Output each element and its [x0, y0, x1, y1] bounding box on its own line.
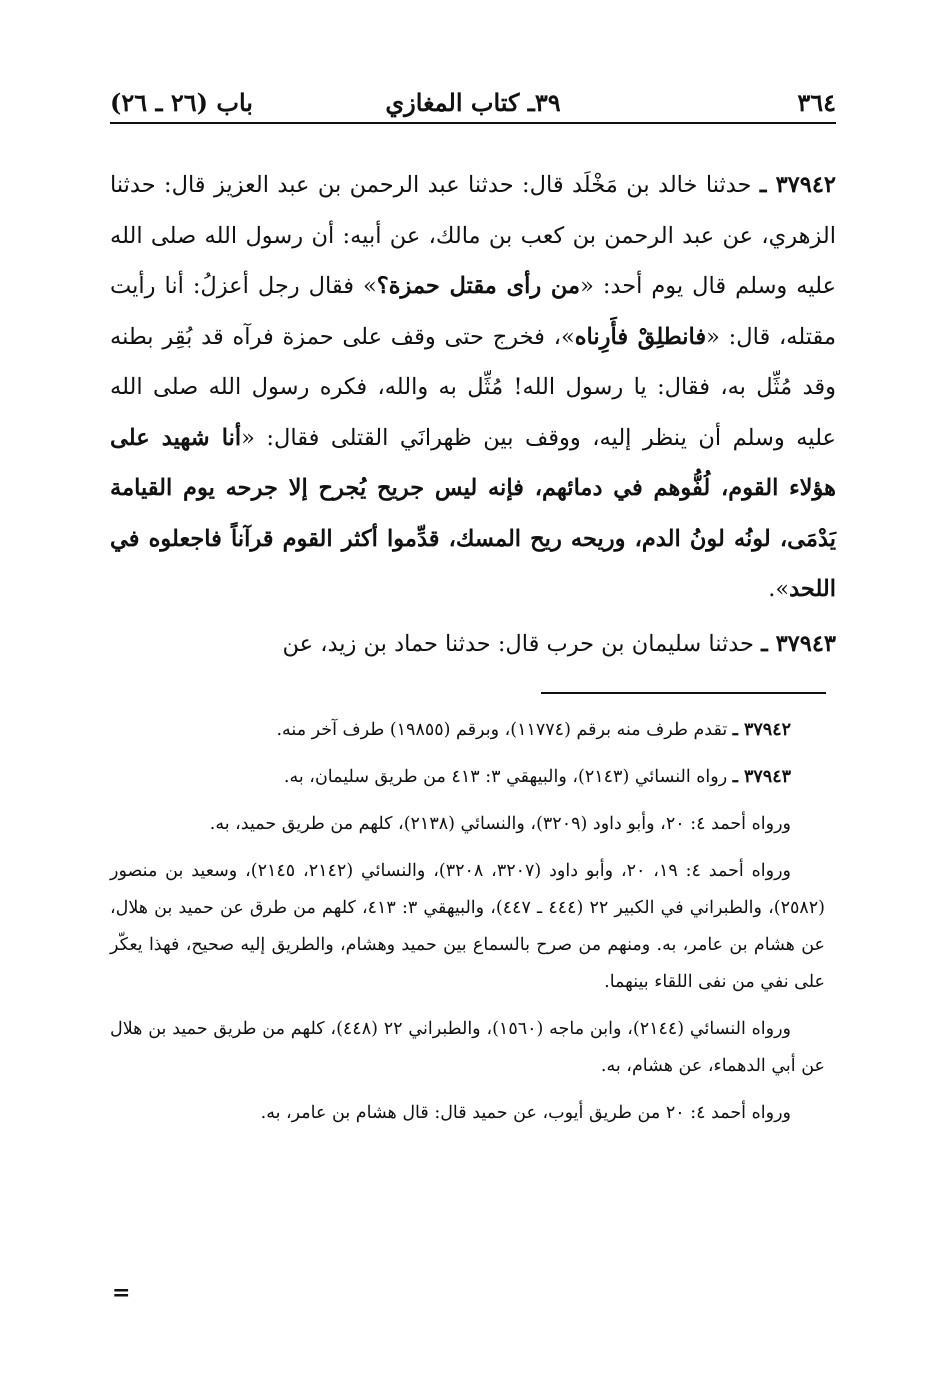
hadith-number: ٣٧٩٤٣ ـ	[761, 630, 836, 657]
page-header	[110, 82, 836, 124]
book-title: ٣٩ـ كتاب المغازي	[385, 88, 561, 117]
hadith-number: ٣٧٩٤٢ ـ	[759, 172, 836, 198]
footnote	[110, 759, 825, 796]
footnote-divider	[541, 692, 826, 694]
footnote: ورواه النسائي (٢١٤٤)، وابن ماجه (١٥٦٠)، والطبراني ٢٢ (٤٤٨)، كلهم من طريق حميد بن هلال عن أبي الدهماء، عن هشام، به.	[110, 1019, 825, 1076]
prophet-quote: من رأى مقتل حمزة؟	[376, 273, 581, 299]
footnote-text: رواه النسائي (٢١٤٣)، والبيهقي ٣: ٤١٣ من طريق سليمان، به.	[283, 767, 733, 787]
prophet-quote: فانطلِقْ فأَرِناه	[574, 323, 707, 350]
footnote-number: ٣٧٩٤٢ ـ	[732, 720, 791, 740]
footnote: ورواه أحمد ٤: ٢٠، وأبو داود (٣٢٠٩)، والنسائي (٢١٣٨)، كلهم من طريق حميد، به.	[209, 814, 791, 834]
footnote-number: ٣٧٩٤٣ ـ	[732, 767, 791, 787]
hadith-text: ».	[768, 576, 790, 602]
page-number: ٣٦٤	[797, 88, 836, 117]
continuation-mark: =	[112, 1280, 131, 1306]
chapter-label: باب (٢٦ ـ ٢٦)	[110, 88, 253, 117]
hadith-text: »، فخرج حتى وقف على حمزة فرآه قد بُقِر بطنه وقد مُثِّل به، فقال: يا رسول الله! مُثِّل به والله، فكره رسول الله صلى الله عليه وسلم أن ينظر إليه، ووقف بين ظهرانَي القتلى فقال: «	[110, 323, 836, 451]
footnote-text: تقدم طرف منه برقم (١١٧٧٤)، وبرقم (١٩٨٥٥) طرف آخر منه.	[276, 720, 733, 740]
hadith-text: حدثنا سليمان بن حرب قال: حدثنا حماد بن زيد، عن	[282, 630, 762, 657]
hadith-paragraph	[110, 619, 836, 670]
prophet-quote: أنا شهيد على هؤلاء القوم، لُفُّوهم في دمائهم، فإنه ليس جريح يُجرح إلا جرحه يوم القيامة يَدْمَى، لونُه لونُ الدم، وريحه ريح المسك، قدِّموا أكثر القوم قرآناً فاجعلوه في اللحد	[110, 424, 836, 602]
footnote: ورواه أحمد ٤: ١٩، ٢٠، وأبو داود (٣٢٠٧، ٣٢٠٨)، والنسائي (٢١٤٢، ٢١٤٥)، وسعيد بن منصور (٢٥٨٢)، والطبراني في الكبير ٢٢ (٤٤٤ ـ ٤٤٧)، والبيهقي ٣: ٤١٣، كلهم من طرق عن حميد بن هلال، عن هشام بن عامر، به. ومنهم من صرح بالسماع بين حميد وهشام، والطريق إليه صحيح، فهذا يعكّر على نفي من نفى اللقاء بينهما.	[110, 861, 825, 992]
footnotes	[110, 712, 825, 1142]
hadith-text: » فقال رجل أعزلُ: أنا رأيت مقتله، قال: «	[110, 273, 836, 350]
hadith-text: حدثنا خالد بن مَخْلَد قال: حدثنا عبد الرحمن بن عبد العزيز قال: حدثنا الزهري، عن عبد الرحمن بن كعب بن مالك، عن أبيه: أن رسول الله صلى الله عليه وسلم قال يوم أحد: «	[110, 172, 837, 299]
main-text	[110, 160, 836, 669]
hadith-paragraph	[110, 160, 836, 615]
footnote	[110, 712, 825, 749]
footnote: ورواه أحمد ٤: ٢٠ من طريق أيوب، عن حميد قال: قال هشام بن عامر، به.	[260, 1103, 791, 1123]
